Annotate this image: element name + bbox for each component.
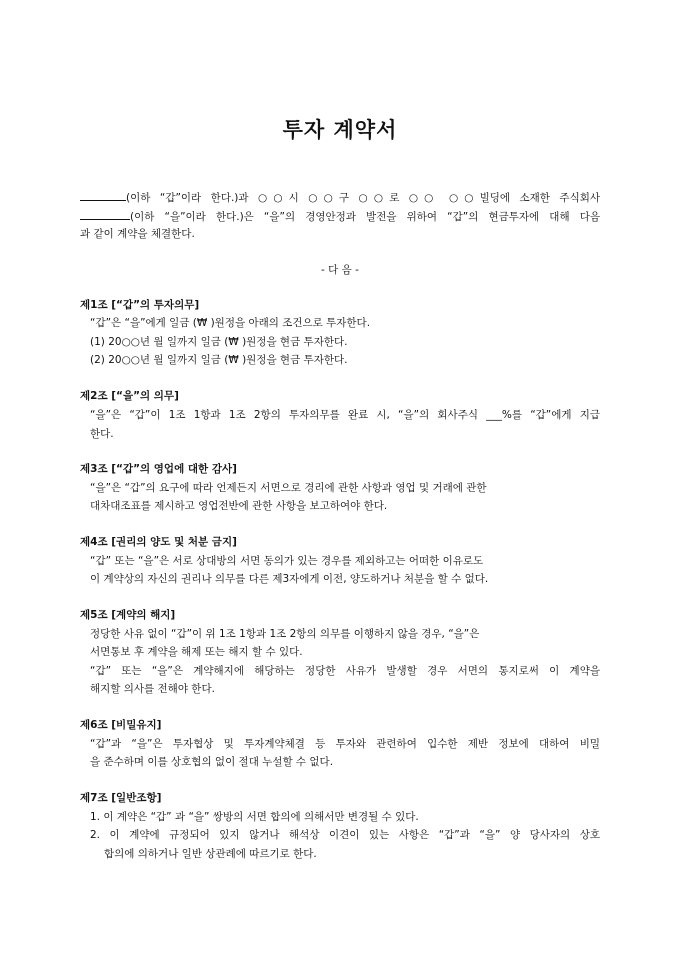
article-7-item: 2. 이 계약에 규정되어 있지 않거나 해석상 이견이 있는 사항은 “갑”과 “을” 양 당사자의 상호 <box>90 829 600 841</box>
article-6-line: “갑”과 “을”은 투자협상 및 투자계약체결 등 투자와 관련하여 입수한 제반 정보에 대하여 비밀 <box>90 738 600 750</box>
article-5-line: 해지할 의사를 전해야 한다. <box>90 683 215 695</box>
article-3-line: 대차대조표를 제시하고 영업전반에 관한 사항을 보고하여야 한다. <box>90 500 388 512</box>
divider-heading: - 다 음 - <box>321 264 359 276</box>
article-6-heading: 제6조 [비밀유지] <box>80 719 162 731</box>
article-5-line: 정당한 사유 없이 “갑”이 위 1조 1항과 1조 2항의 의무를 이행하지 않을 경우, “을”은 <box>90 628 480 640</box>
article-1-line: (2) 20○○년 월 일까지 일금 (₩ )원정을 현금 투자한다. <box>90 354 348 366</box>
article-1-line: (1) 20○○년 월 일까지 일금 (₩ )원정을 현금 투자한다. <box>90 336 348 348</box>
article-4-heading: 제4조 [권리의 양도 및 처분 금지] <box>80 536 237 548</box>
preamble-line-3: 과 같이 계약을 체결한다. <box>80 228 195 240</box>
article-2-line: “을”은 “갑”이 1조 1항과 1조 2항의 투자의무를 완료 시, “을”의 회사주식 ___%를 “갑”에게 지급 <box>90 409 600 421</box>
article-6-line: 을 준수하며 이를 상호협의 없이 절대 누설할 수 없다. <box>90 756 334 768</box>
article-1-heading: 제1조 [“갑”의 투자의무] <box>80 299 200 311</box>
article-4-line: 이 계약상의 자신의 권리나 의무를 다른 제3자에게 이전, 양도하거나 처분을 할 수 없다. <box>90 573 489 585</box>
article-7-item: 합의에 의하거나 일반 상관례에 따르기로 한다. <box>104 848 317 860</box>
article-3-heading: 제3조 [“갑”의 영업에 대한 감사] <box>80 463 237 475</box>
party-b-blank <box>80 208 130 220</box>
article-5-line: 서면통보 후 계약을 해제 또는 해지 할 수 있다. <box>90 646 303 658</box>
preamble-line-2: (이하 “을”이라 한다.)은 “을”의 경영안정과 발전을 위하여 “갑”의 현금투자에 대해 다음 <box>80 208 600 224</box>
party-a-blank <box>80 189 126 201</box>
article-5-line: “갑” 또는 “을”은 계약해지에 해당하는 정당한 사유가 발생할 경우 서면의 통지로써 이 계약을 <box>90 665 600 677</box>
article-1-line: “갑”은 “을”에게 일금 (₩ )원정을 아래의 조건으로 투자한다. <box>90 317 371 329</box>
article-2-line: 한다. <box>90 428 114 440</box>
preamble-line-1: (이하 “갑”이라 한다.)과 ○○시 ○○구 ○○로 ○○ ○○빌딩에 소재한 주식회사 <box>80 189 600 205</box>
article-7-item: 1. 이 계약은 “갑” 과 “을” 쌍방의 서면 합의에 의해서만 변경될 수 있다. <box>90 811 419 823</box>
article-5-heading: 제5조 [계약의 해지] <box>80 609 176 621</box>
document-title: 투자 계약서 <box>282 118 398 142</box>
article-4-line: “갑” 또는 “을”은 서로 상대방의 서면 동의가 있는 경우를 제외하고는 어떠한 이유로도 <box>90 555 484 567</box>
article-7-heading: 제7조 [일반조항] <box>80 792 162 804</box>
article-3-line: “을”은 “갑”의 요구에 따라 언제든지 서면으로 경리에 관한 사항과 영업 및 거래에 관한 <box>90 482 487 494</box>
article-2-heading: 제2조 [“을”의 의무] <box>80 390 179 402</box>
